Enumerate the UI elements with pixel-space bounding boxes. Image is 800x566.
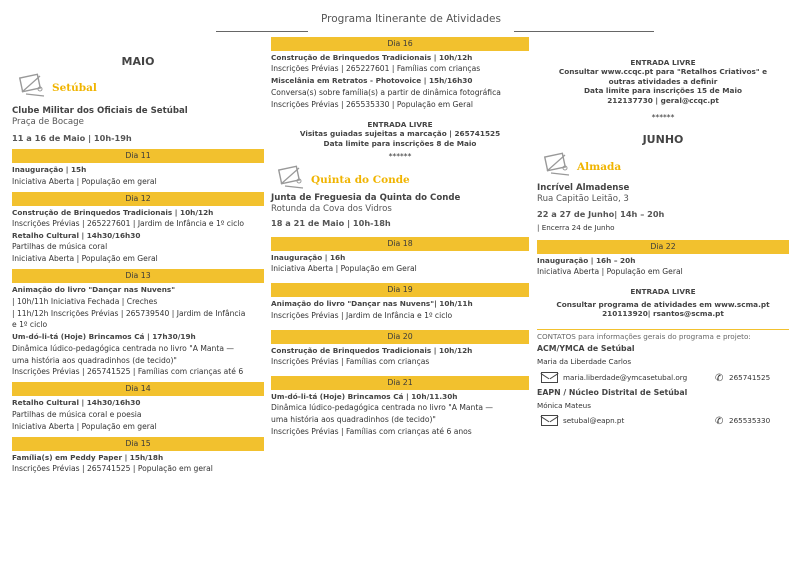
venue-address: Praça de Bocage — [12, 117, 84, 128]
closing-date: | Encerra 24 de Junho — [537, 222, 615, 232]
month-heading: MAIO — [121, 55, 155, 68]
activity-detail: Inscrições Prévias | 265227601 | Jardim de Infância e 1º ciclo — [12, 219, 245, 229]
phone-icon: ✆ — [715, 372, 724, 384]
contact-person: Maria da Liberdade Carlos — [537, 357, 632, 367]
activity-detail: Iniciativa Aberta | População em Geral — [271, 264, 417, 274]
envelope-icon — [541, 372, 558, 383]
free-entry-line: Visitas guiadas sujeitas a marcação | 265741525 — [299, 129, 501, 139]
contact-email[interactable]: setubal@eapn.pt — [563, 416, 625, 426]
separator: ****** — [651, 113, 675, 123]
contact-row — [537, 370, 789, 385]
venue-name: Incrível Almadense — [537, 182, 630, 193]
activity-detail: Partilhas de música coral e poesia — [12, 409, 142, 419]
free-entry-line: Consultar programa de atividades em www.scma.pt — [556, 299, 770, 309]
activity-detail: Conversa(s) sobre família(s) a partir de dinâmica fotográfica — [271, 87, 501, 97]
activity-title: Construção de Brinquedos Tradicionais | 10h/12h — [12, 207, 214, 217]
day-heading: Dia 16 — [271, 37, 529, 51]
day-heading: Dia 21 — [271, 376, 529, 390]
day-heading: Dia 12 — [12, 192, 264, 206]
toy-logo-icon — [543, 151, 573, 179]
page-title: Programa Itinerante de Atividades — [321, 13, 501, 25]
contacts-heading: CONTATOS para informações gerais do programa e projeto: — [537, 329, 789, 341]
activity-title: Inauguração | 16h – 20h — [537, 255, 636, 265]
activity-detail: Iniciativa Aberta | População em Geral — [537, 267, 683, 277]
location-name: Quinta do Conde — [311, 173, 410, 186]
day-block — [271, 237, 529, 274]
day-block — [12, 269, 264, 377]
activity-title: Retalho Cultural | 14h30/16h30 — [12, 230, 141, 240]
activity-detail: Inscrições Prévias | 265741525 | Famílias com crianças até 6 — [12, 367, 244, 377]
free-entry-line: Data limite para inscrições 15 de Maio — [584, 86, 742, 96]
day-heading: Dia 15 — [12, 437, 264, 451]
column-junho — [537, 34, 789, 562]
location-block — [271, 164, 529, 194]
day-heading: Dia 22 — [537, 240, 789, 254]
activity-detail: Inscrições Prévias | Famílias com crianças até 6 anos — [271, 427, 472, 437]
activity-title: Construção de Brinquedos Tradicionais | 10h/12h — [271, 53, 473, 62]
day-heading: Dia 13 — [12, 269, 264, 283]
day-block — [12, 437, 264, 474]
free-entry-line: outras atividades a definir — [608, 76, 718, 86]
day-heading: Dia 19 — [271, 283, 529, 297]
month-heading: JUNHO — [642, 133, 684, 147]
activity-detail: Inscrições Prévias | 265741525 | População em geral — [12, 464, 213, 473]
day-block — [12, 149, 264, 186]
activity-detail: Iniciativa Aberta | População em geral — [12, 176, 157, 186]
activity-detail: Inscrições Prévias | Jardim de Infância e 1º ciclo — [271, 310, 453, 320]
location-name: Almada — [577, 160, 622, 173]
activity-detail: | 11h/12h Inscrições Prévias | 265739540 | Jardim de Infância — [12, 308, 246, 318]
contact-phone: 265741525 — [729, 372, 771, 382]
contact-phone: 265535330 — [729, 416, 771, 426]
header-rule-right — [514, 31, 654, 32]
envelope-icon — [541, 415, 558, 426]
activity-title: Inauguração | 16h — [271, 252, 346, 262]
venue-address: Rua Capitão Leitão, 3 — [537, 193, 629, 204]
activity-title: Animação do livro "Dançar nas Nuvens"| 10h/11h — [271, 299, 473, 309]
activity-title: Construção de Brinquedos Tradicionais | 10h/12h — [271, 345, 473, 355]
toy-logo-icon — [277, 164, 307, 192]
free-entry-line: Data limite para inscrições 8 de Maio — [323, 138, 477, 148]
header-rule-left — [216, 31, 308, 32]
org-name: ACM/YMCA de Setúbal — [537, 344, 635, 354]
event-dates: 11 a 16 de Maio | 10h-19h — [12, 132, 132, 143]
location-name: Setúbal — [52, 82, 97, 95]
activity-detail: Inscrições Prévias | 265227601 | Famílias com crianças — [271, 64, 481, 74]
activity-detail: Inscrições Prévias | Famílias com crianças — [271, 357, 430, 367]
day-block — [537, 240, 789, 277]
activity-detail: uma história aos quadradinhos (de tecido)" — [12, 355, 177, 365]
location-block — [537, 151, 789, 181]
activity-detail: Dinâmica lúdico-pedagógica centrada no livro "A Manta — — [12, 343, 234, 353]
location-block — [12, 72, 264, 102]
activity-detail: Inscrições Prévias | 265535330 | População em Geral — [271, 99, 473, 109]
day-heading: Dia 14 — [12, 382, 264, 396]
activity-title: Um-dó-li-tá (Hoje) Brincamos Cá | 17h30/19h — [12, 332, 196, 342]
contact-person: Mónica Mateus — [537, 400, 591, 410]
day-block — [271, 283, 529, 320]
day-block — [271, 330, 529, 367]
contact-row — [537, 413, 789, 428]
free-entry-line: 210113920| rsantos@scma.pt — [602, 309, 724, 319]
day-list-top — [271, 37, 529, 110]
day-list — [271, 237, 529, 437]
phone-icon: ✆ — [715, 416, 724, 428]
column-quinta-do-conde — [271, 34, 529, 562]
page-header — [0, 10, 800, 30]
activity-detail: Dinâmica lúdico-pedagógica centrada no livro "A Manta — — [271, 403, 493, 413]
activity-title: Família(s) em Peddy Paper | 15h/18h — [12, 452, 164, 462]
activity-detail: Iniciativa Aberta | População em geral — [12, 421, 157, 431]
day-heading: Dia 11 — [12, 149, 264, 163]
day-heading: Dia 18 — [271, 237, 529, 251]
day-list — [537, 240, 789, 277]
activity-detail: Partilhas de música coral — [12, 242, 108, 252]
toy-logo-icon — [18, 72, 48, 100]
activity-title: Animação do livro "Dançar nas Nuvens" — [12, 285, 176, 295]
day-list — [12, 149, 264, 474]
venue-address: Rotunda da Cova dos Vidros — [271, 204, 392, 215]
free-entry-title: ENTRADA LIVRE — [367, 119, 433, 129]
venue-name: Clube Militar dos Oficiais de Setúbal — [12, 106, 188, 117]
day-heading: Dia 20 — [271, 330, 529, 344]
day-block — [271, 376, 529, 437]
day-block — [271, 37, 529, 110]
activity-detail: uma história aos quadradinhos (de tecido)" — [271, 415, 436, 425]
free-entry-line: 212137730 | geral@ccqc.pt — [607, 95, 719, 105]
activity-title: Um-dó-li-tá (Hoje) Brincamos Cá | 10h/11.30h — [271, 391, 458, 401]
activity-detail: e 1º ciclo — [12, 320, 48, 330]
venue-name: Junta de Freguesia da Quinta do Conde — [271, 192, 461, 203]
activity-title: Miscelânia em Retratos - Photovoice | 15h/16h30 — [271, 76, 473, 86]
org-name: EAPN / Núcleo Distrital de Setúbal — [537, 387, 688, 397]
activity-title: Inauguração | 15h — [12, 165, 87, 175]
column-maio — [12, 34, 264, 562]
day-block — [12, 192, 264, 265]
activity-detail: Iniciativa Aberta | População em Geral — [12, 254, 158, 264]
day-block — [12, 382, 264, 431]
free-entry-title: ENTRADA LIVRE — [630, 287, 696, 297]
event-dates: 22 a 27 de Junho| 14h – 20h — [537, 208, 665, 219]
event-dates: 18 a 21 de Maio | 10h-18h — [271, 218, 391, 229]
activity-title: Retalho Cultural | 14h30/16h30 — [12, 398, 141, 408]
contact-email[interactable]: maria.liberdade@ymcasetubal.org — [563, 372, 688, 382]
free-entry-line: Consultar www.ccqc.pt para "Retalhos Criativos" e — [558, 67, 768, 77]
free-entry-title: ENTRADA LIVRE — [630, 58, 696, 67]
activity-detail: | 10h/11h Iniciativa Fechada | Creches — [12, 296, 158, 306]
separator: ****** — [388, 152, 412, 161]
